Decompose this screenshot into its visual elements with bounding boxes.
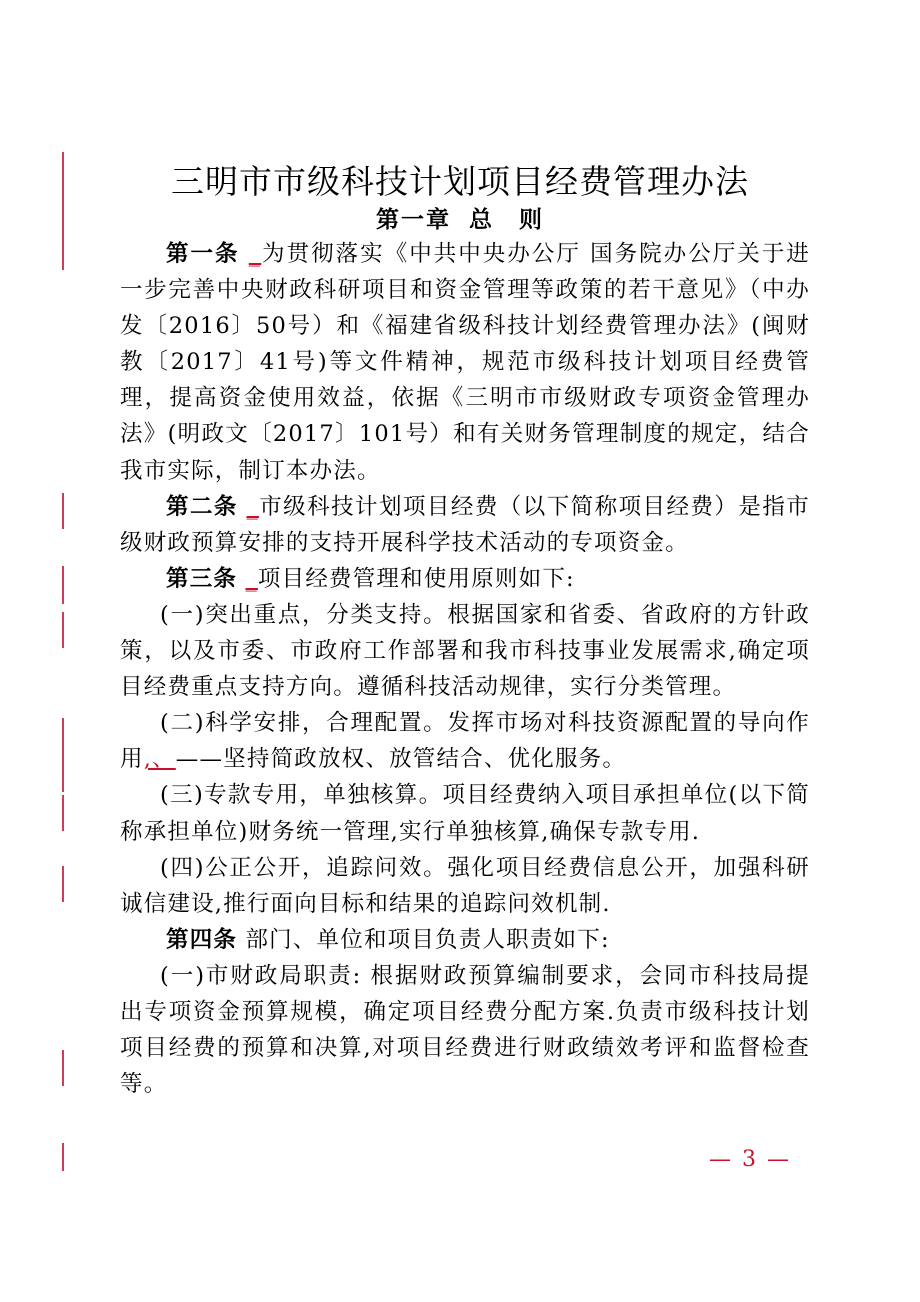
article-text: 市级科技计划项目经费（以下简称项目经费）是指市级财政预算安排的支持开展科学技术活动的专项资金。 <box>120 493 810 556</box>
article-text: 部门、单位和项目负责人职责如下: <box>237 926 610 953</box>
document-body <box>120 236 810 1102</box>
revision-mark-text: _ <box>246 493 259 520</box>
article-3-item-2 <box>120 705 810 777</box>
revision-mark-text: ,、 <box>143 746 176 773</box>
article-text: 为贯彻落实《中共中央办公厅 国务院办公厅关于进一步完善中央财政科研项目和资金管理等政策的若干意见》（中办发〔2016〕50号）和《福建省级科技计划经费管理办法》(闽财教〔2017〕41号)等文件精神，规范市级科技计划项目经费管理，提高资金使用效益，依据《三明市市级财政专项资金管理办法》(明政文〔2017〕101号）和有关财务管理制度的规定，结合我市实际，制订本办法。 <box>120 241 810 484</box>
article-text: 项目经费管理和使用原则如下: <box>257 565 575 592</box>
revision-mark <box>62 718 64 792</box>
article-1 <box>120 236 810 489</box>
article-heading: 第三条 <box>166 565 238 592</box>
document-title: 三明市市级科技计划项目经费管理办法 <box>171 162 749 201</box>
chapter-name: 总 则 <box>469 207 544 233</box>
revision-mark <box>62 1050 64 1086</box>
revision-mark <box>62 795 64 831</box>
revision-mark <box>62 1143 64 1171</box>
article-3 <box>120 561 810 597</box>
chapter-heading <box>0 201 920 234</box>
revision-mark-text: _ <box>245 565 258 592</box>
revision-mark <box>62 493 64 529</box>
revision-mark <box>62 866 64 902</box>
item-text: (二)科学安排，合理配置。发挥市场对科技资源配置的导向作用 <box>120 710 810 773</box>
article-4-item-1: (一)市财政局职责: 根据财政预算编制要求，会同市科技局提出专项资金预算规模，确定项目经费分配方案.负责市级科技计划项目经费的预算和决算,对项目经费进行财政绩效考评和监督检查等。 <box>120 962 810 1098</box>
article-heading: 第二条 <box>166 493 238 520</box>
revision-mark <box>62 566 64 604</box>
chapter-number: 第一章 <box>376 207 451 233</box>
article-4 <box>120 922 810 958</box>
revision-mark <box>62 612 64 648</box>
article-3-item-4: (四)公正公开，追踪问效。强化项目经费信息公开，加强科研诚信建设,推行面向目标和结果的追踪问效机制. <box>120 854 810 917</box>
item-text: ——坚持简政放权、放管结合、优化服务。 <box>175 746 627 773</box>
revision-mark-text: _ <box>248 241 262 267</box>
article-2 <box>120 489 810 561</box>
article-3-item-3: (三)专款专用，单独核算。项目经费纳入项目承担单位(以下简称承担单位)财务统一管理,实行单独核算,确保专款专用. <box>120 782 810 845</box>
article-3-item-1: (一)突出重点，分类支持。根据国家和省委、省政府的方针政策，以及市委、市政府工作部署和我市科技事业发展需求,确定项目经费重点支持方向。遵循科技活动规律，实行分类管理。 <box>120 601 810 701</box>
page-number: — 3 — <box>709 1147 791 1172</box>
article-heading: 第一条 <box>166 241 240 267</box>
article-heading: 第四条 <box>166 926 238 953</box>
